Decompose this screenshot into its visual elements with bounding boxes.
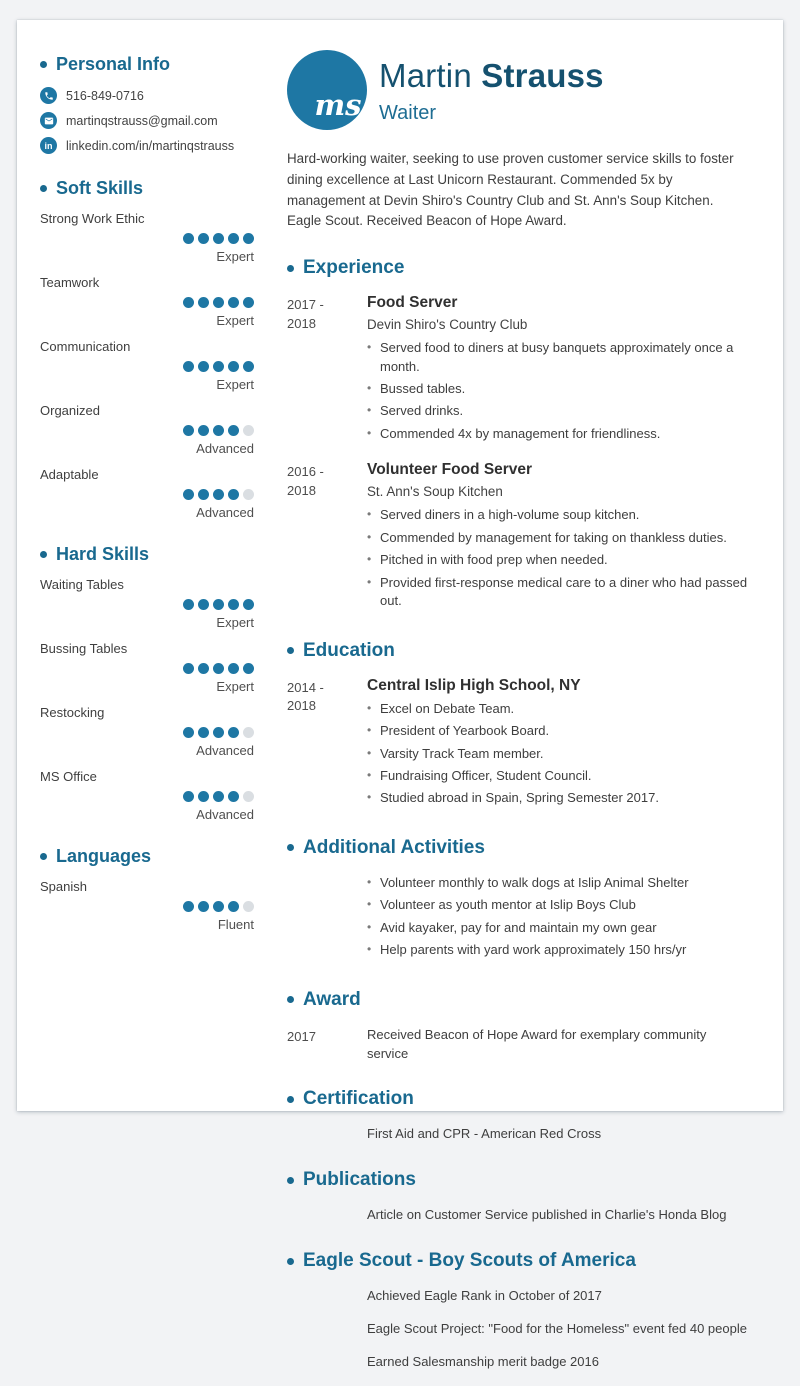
contact-item-phone <box>40 87 256 104</box>
skill-dot-filled <box>228 791 239 802</box>
skill-dot-filled <box>213 599 224 610</box>
education-entry <box>287 677 749 812</box>
activity-bullet: • Volunteer monthly to walk dogs at Islip Animal Shelter <box>367 874 749 892</box>
skill-dot-filled <box>228 901 239 912</box>
entry-dates-empty <box>287 1125 367 1144</box>
entry-body <box>367 677 749 812</box>
certification-title: Certification <box>303 1088 414 1110</box>
skill-dot-filled <box>198 599 209 610</box>
skill-name: MS Office <box>40 769 97 784</box>
skill-dot-filled <box>198 233 209 244</box>
entry-body <box>367 1206 749 1225</box>
skill-dot-filled <box>213 425 224 436</box>
eagle-scout-line: Achieved Eagle Rank in October of 2017 <box>367 1288 602 1304</box>
skill-dot-filled <box>228 599 239 610</box>
certification-heading <box>287 1088 749 1110</box>
position-title: Food Server <box>367 294 458 312</box>
skill-level: Expert <box>216 377 254 392</box>
additional-activities-title: Additional Activities <box>303 836 485 858</box>
skill-dot-filled <box>243 297 254 308</box>
skill-dot-filled <box>183 901 194 912</box>
additional-activities-entry <box>287 874 749 964</box>
skill-dot-filled <box>183 791 194 802</box>
contact-item-email <box>40 112 256 129</box>
activity-bullet: • Volunteer as youth mentor at Islip Boys Club <box>367 896 749 914</box>
activities-bullet-list <box>367 874 749 960</box>
identity-header <box>287 50 749 130</box>
skill-rating <box>40 727 256 738</box>
skill-level: Expert <box>216 313 254 328</box>
job-bullet: • Served food to diners at busy banquets approximately once a month. <box>367 339 749 376</box>
skill-name: Communication <box>40 339 131 354</box>
skill-dot-filled <box>183 489 194 500</box>
language-rating <box>40 901 256 912</box>
skill-dot-filled <box>183 233 194 244</box>
entry-dates <box>287 294 367 447</box>
main-column <box>256 50 749 1369</box>
position-title: Volunteer Food Server <box>367 461 533 479</box>
skill-dot-filled <box>183 727 194 738</box>
school-name: Central Islip High School, NY <box>367 676 581 694</box>
skill-item <box>40 577 256 630</box>
job-title: Waiter <box>379 102 437 124</box>
education-bullet-list <box>367 700 749 808</box>
soft-skills-heading <box>40 178 256 199</box>
hard-skills-title: Hard Skills <box>56 544 150 564</box>
skill-level: Advanced <box>196 807 254 822</box>
avatar-initials: ms <box>314 88 362 122</box>
soft-skills-title: Soft Skills <box>56 178 144 198</box>
skill-rating <box>40 489 256 500</box>
languages-section <box>40 846 256 932</box>
job-bullet: • Served drinks. <box>367 402 749 420</box>
soft-skills-section <box>40 178 256 520</box>
section-bullet-icon <box>287 647 294 654</box>
certification-entry <box>287 1125 749 1144</box>
skill-level: Expert <box>216 615 254 630</box>
eagle-scout-line: Eagle Scout Project: "Food for the Homeless" event fed 40 people <box>367 1320 747 1336</box>
languages-title: Languages <box>56 846 152 866</box>
skill-dot-filled <box>198 901 209 912</box>
education-title: Education <box>303 639 395 661</box>
email-address: martinqstrauss@gmail.com <box>66 113 218 128</box>
skill-level: Advanced <box>196 441 254 456</box>
entry-body <box>367 874 749 964</box>
skill-item <box>40 275 256 328</box>
skill-name: Waiting Tables <box>40 577 124 592</box>
languages-heading <box>40 846 256 867</box>
last-name: Strauss <box>481 57 604 94</box>
language-item <box>40 879 256 932</box>
certification-text: First Aid and CPR - American Red Cross <box>367 1126 602 1142</box>
skill-name: Organized <box>40 403 100 418</box>
skill-dot-empty <box>243 425 254 436</box>
section-bullet-icon <box>40 551 47 558</box>
experience-entry <box>287 461 749 614</box>
company-name: Devin Shiro's Country Club <box>367 317 528 333</box>
job-bullet-list <box>367 506 749 610</box>
skill-dot-filled <box>213 791 224 802</box>
language-name: Spanish <box>40 879 87 894</box>
date-end: 2018 <box>287 483 316 499</box>
section-bullet-icon <box>287 1177 294 1184</box>
skill-dot-filled <box>198 791 209 802</box>
skill-dot-filled <box>243 599 254 610</box>
resume-page <box>17 20 783 1369</box>
entry-body <box>367 461 749 614</box>
personal-info-heading <box>40 54 256 75</box>
skill-dot-filled <box>213 297 224 308</box>
professional-summary: Hard-working waiter, seeking to use proven customer service skills to foster dining excellence at Last Unicorn Restaurant. Commended 5x by management at Devin Shiro's Country Club and St. Ann's Soup Kitchen. Eagle Scout. Received Beacon of Hope Award. <box>287 151 734 229</box>
skill-rating <box>40 425 256 436</box>
skill-rating <box>40 663 256 674</box>
sidebar <box>40 50 256 1111</box>
experience-entry <box>287 294 749 447</box>
skill-name: Adaptable <box>40 467 99 482</box>
skill-dot-filled <box>183 361 194 372</box>
job-bullet-list <box>367 339 749 443</box>
skill-dot-filled <box>228 425 239 436</box>
name-block <box>379 50 604 130</box>
award-heading <box>287 989 749 1011</box>
section-bullet-icon <box>40 61 47 68</box>
skill-item <box>40 641 256 694</box>
skill-dot-filled <box>228 489 239 500</box>
personal-info-section <box>40 54 256 154</box>
skill-dot-empty <box>243 727 254 738</box>
skill-dot-filled <box>198 297 209 308</box>
skill-name: Strong Work Ethic <box>40 211 145 226</box>
language-level: Fluent <box>217 917 254 932</box>
skill-level: Advanced <box>196 743 254 758</box>
skill-level: Advanced <box>196 505 254 520</box>
skill-dot-filled <box>228 233 239 244</box>
section-bullet-icon <box>287 844 294 851</box>
skill-rating <box>40 791 256 802</box>
skill-item <box>40 403 256 456</box>
section-bullet-icon <box>287 1258 294 1265</box>
skill-dot-filled <box>213 727 224 738</box>
skill-dot-filled <box>198 663 209 674</box>
section-bullet-icon <box>287 1096 294 1103</box>
education-bullet: • Excel on Debate Team. <box>367 700 749 718</box>
skill-dot-filled <box>213 233 224 244</box>
publication-text: Article on Customer Service published in Charlie's Honda Blog <box>367 1207 727 1223</box>
date-end: 2018 <box>287 698 316 714</box>
avatar <box>287 50 367 130</box>
entry-body <box>367 1026 749 1064</box>
job-bullet: • Pitched in with food prep when needed. <box>367 551 749 569</box>
skill-dot-filled <box>213 663 224 674</box>
skill-dot-filled <box>198 361 209 372</box>
entry-dates-empty <box>287 874 367 964</box>
entry-body <box>367 294 749 447</box>
award-year: 2017 <box>287 1028 316 1044</box>
skill-item <box>40 211 256 264</box>
skill-name: Teamwork <box>40 275 100 290</box>
section-bullet-icon <box>287 996 294 1003</box>
skill-item <box>40 769 256 822</box>
education-bullet: • Fundraising Officer, Student Council. <box>367 767 749 785</box>
skill-dot-filled <box>243 233 254 244</box>
education-bullet: • Varsity Track Team member. <box>367 745 749 763</box>
award-title: Award <box>303 988 361 1010</box>
skill-dot-filled <box>213 361 224 372</box>
skill-dot-filled <box>183 425 194 436</box>
date-end: 2018 <box>287 315 316 331</box>
first-name: Martin <box>379 57 472 94</box>
education-bullet: • Studied abroad in Spain, Spring Semester 2017. <box>367 789 749 807</box>
skill-dot-filled <box>228 297 239 308</box>
date-start: 2017 - <box>287 297 324 313</box>
job-bullet: • Served diners in a high-volume soup kitchen. <box>367 506 749 524</box>
skill-dot-filled <box>198 425 209 436</box>
hard-skills-section <box>40 544 256 822</box>
publications-title: Publications <box>303 1169 416 1191</box>
job-bullet: • Commended 4x by management for friendliness. <box>367 425 749 443</box>
skill-rating <box>40 297 256 308</box>
eagle-scout-line: Earned Salesmanship merit badge 2016 <box>367 1353 599 1369</box>
company-name: St. Ann's Soup Kitchen <box>367 484 503 500</box>
skill-dot-empty <box>243 901 254 912</box>
section-bullet-icon <box>287 265 294 272</box>
skill-item <box>40 467 256 520</box>
entry-body <box>367 1125 749 1144</box>
job-bullet: • Commended by management for taking on thankless duties. <box>367 529 749 547</box>
award-text: Received Beacon of Hope Award for exemplary community service <box>367 1026 707 1061</box>
skill-item <box>40 339 256 392</box>
experience-title: Experience <box>303 257 405 279</box>
skill-dot-filled <box>243 663 254 674</box>
skill-level: Expert <box>216 249 254 264</box>
skill-dot-filled <box>228 361 239 372</box>
skill-dot-filled <box>183 663 194 674</box>
skill-rating <box>40 361 256 372</box>
skill-dot-filled <box>228 727 239 738</box>
date-start: 2014 - <box>287 679 324 695</box>
section-bullet-icon <box>40 185 47 192</box>
personal-info-title: Personal Info <box>56 54 171 74</box>
skill-dot-filled <box>183 297 194 308</box>
contact-item-linkedin <box>40 137 256 154</box>
date-start: 2016 - <box>287 464 324 480</box>
entry-dates <box>287 461 367 614</box>
skill-name: Bussing Tables <box>40 641 128 656</box>
eagle-scout-entry <box>287 1287 749 1386</box>
mail-icon <box>40 112 57 129</box>
section-bullet-icon <box>40 853 47 860</box>
experience-heading <box>287 257 749 279</box>
skill-dot-filled <box>183 599 194 610</box>
award-entry <box>287 1026 749 1064</box>
activity-bullet: • Help parents with yard work approximately 150 hrs/yr <box>367 941 749 959</box>
linkedin-icon: in <box>40 137 57 154</box>
skill-dot-empty <box>243 489 254 500</box>
phone-number: 516-849-0716 <box>66 88 144 103</box>
entry-dates <box>287 677 367 812</box>
skill-dot-filled <box>213 901 224 912</box>
full-name <box>379 57 604 95</box>
education-heading <box>287 640 749 662</box>
skill-dot-empty <box>243 791 254 802</box>
skill-dot-filled <box>228 663 239 674</box>
skill-dot-filled <box>198 489 209 500</box>
job-bullet: • Bussed tables. <box>367 380 749 398</box>
publications-heading <box>287 1169 749 1191</box>
skill-dot-filled <box>243 361 254 372</box>
linkedin-url: linkedin.com/in/martinqstrauss <box>66 138 235 153</box>
eagle-scout-heading <box>287 1250 749 1272</box>
entry-dates-empty <box>287 1287 367 1386</box>
skill-name: Restocking <box>40 705 105 720</box>
hard-skills-heading <box>40 544 256 565</box>
skill-dot-filled <box>213 489 224 500</box>
activity-bullet: • Avid kayaker, pay for and maintain my own gear <box>367 919 749 937</box>
job-bullet: • Provided first-response medical care to a diner who had passed out. <box>367 574 749 611</box>
skill-dot-filled <box>198 727 209 738</box>
additional-activities-heading <box>287 837 749 859</box>
education-bullet: • President of Yearbook Board. <box>367 722 749 740</box>
entry-body <box>367 1287 749 1386</box>
publications-entry <box>287 1206 749 1225</box>
skill-level: Expert <box>216 679 254 694</box>
skill-rating <box>40 599 256 610</box>
phone-icon <box>40 87 57 104</box>
entry-dates-empty <box>287 1206 367 1225</box>
eagle-scout-title: Eagle Scout - Boy Scouts of America <box>303 1250 636 1272</box>
skill-item <box>40 705 256 758</box>
skill-rating <box>40 233 256 244</box>
